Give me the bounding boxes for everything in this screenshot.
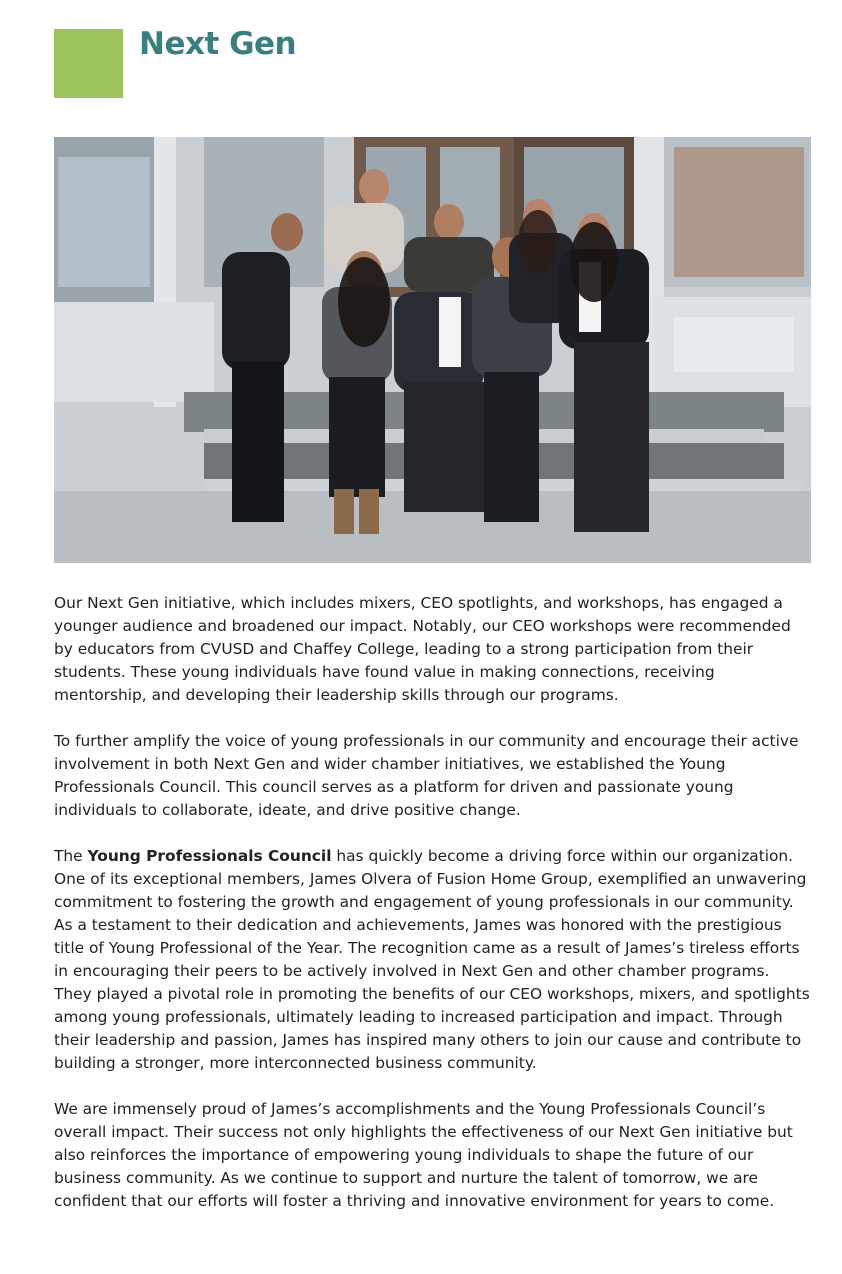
group-photo bbox=[54, 137, 811, 563]
council-name: Young Professionals Council bbox=[87, 847, 332, 865]
paragraph-3 bbox=[54, 845, 812, 1075]
paragraph-3-intro: The bbox=[54, 847, 88, 865]
paragraph-4: We are immensely proud of James’s accomplishments and the Young Professionals Council’s overall impact. Their success not only highlights the effectiveness of our Next Gen initiative but also reinforces the importance of empowering young individuals to shape the future of our business community. As we continue to support and nurture the talent of tomorrow, we are confident that our efforts will foster a thriving and innovative environment for years to come. bbox=[54, 1100, 793, 1210]
paragraph-2: To further amplify the voice of young professionals in our community and encourage their active involvement in both Next Gen and wider chamber initiatives, we established the Young Professionals Council. This council serves as a platform for driven and passionate young individuals to collaborate, ideate, and drive positive change. bbox=[54, 732, 799, 819]
article-body bbox=[54, 592, 812, 1236]
page-title: Next Gen bbox=[139, 26, 297, 62]
accent-square bbox=[54, 29, 123, 98]
paragraph-3-body: has quickly become a driving force within our organization. One of its exceptional members, James Olvera of Fusion Home Group, exemplified an unwavering commitment to fostering the growth and engagement of young professionals in our community. As a testament to their dedication and achievements, James was honored with the prestigious title of Young Professional of the Year. The recognition came as a result of James’s tireless efforts in encouraging their peers to be actively involved in Next Gen and other chamber programs. They played a pivotal role in promoting the benefits of our CEO workshops, mixers, and spotlights among young professionals, ultimately leading to increased participation and impact. Through their leadership and passion, James has inspired many others to join our cause and contribute to building a stronger, more interconnected business community. bbox=[54, 847, 810, 1072]
paragraph-1: Our Next Gen initiative, which includes mixers, CEO spotlights, and workshops, has engaged a younger audience and broadened our impact. Notably, our CEO workshops were recommended by educators from CVUSD and Chaffey College, leading to a strong participation from their students. These young individuals have found value in making connections, receiving mentorship, and developing their leadership skills through our programs. bbox=[54, 594, 791, 704]
